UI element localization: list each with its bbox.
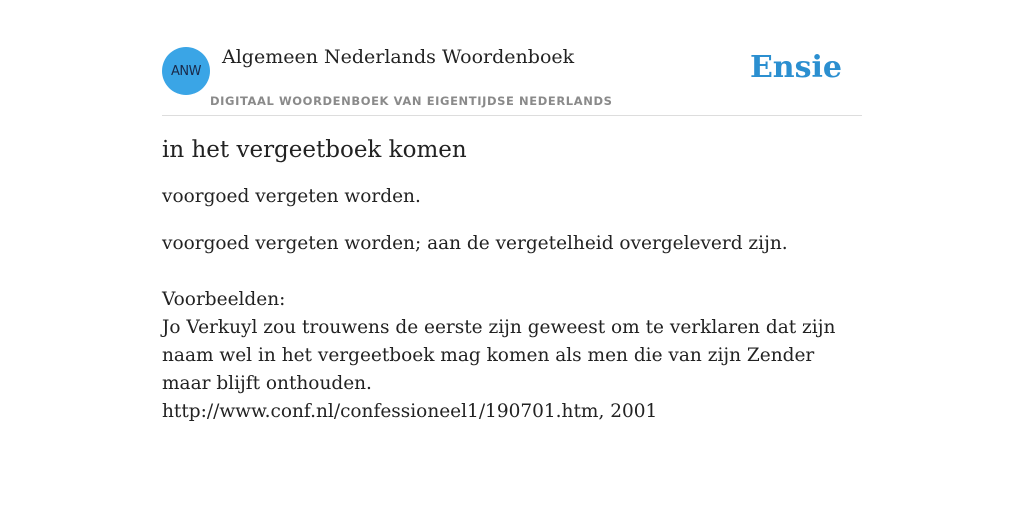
site-header: [162, 40, 862, 116]
anw-logo[interactable]: [162, 47, 210, 95]
logo-text: ANW: [171, 63, 201, 79]
example-text: Jo Verkuyl zou trouwens de eerste zijn geweest om te verklaren dat zijn naam wel in het vergeetboek mag komen als men die van zijn Zender maar blijft onthouden.: [162, 317, 836, 394]
long-definition: voorgoed vergeten worden; aan de vergetelheid overgeleverd zijn.: [162, 233, 788, 254]
examples-label: Voorbeelden:: [162, 289, 286, 310]
examples-section: [162, 286, 862, 426]
site-subtitle: DIGITAAL WOORDENBOEK VAN EIGENTIJDSE NEDERLANDS: [210, 94, 613, 108]
site-title[interactable]: Algemeen Nederlands Woordenboek: [222, 46, 575, 68]
short-definition: voorgoed vergeten worden.: [162, 186, 421, 207]
ensie-brand-link[interactable]: Ensie: [749, 50, 842, 85]
example-source: http://www.conf.nl/confessioneel1/190701.htm, 2001: [162, 401, 658, 422]
entry-content: [162, 137, 862, 426]
entry-headword: in het vergeetboek komen: [162, 137, 467, 163]
